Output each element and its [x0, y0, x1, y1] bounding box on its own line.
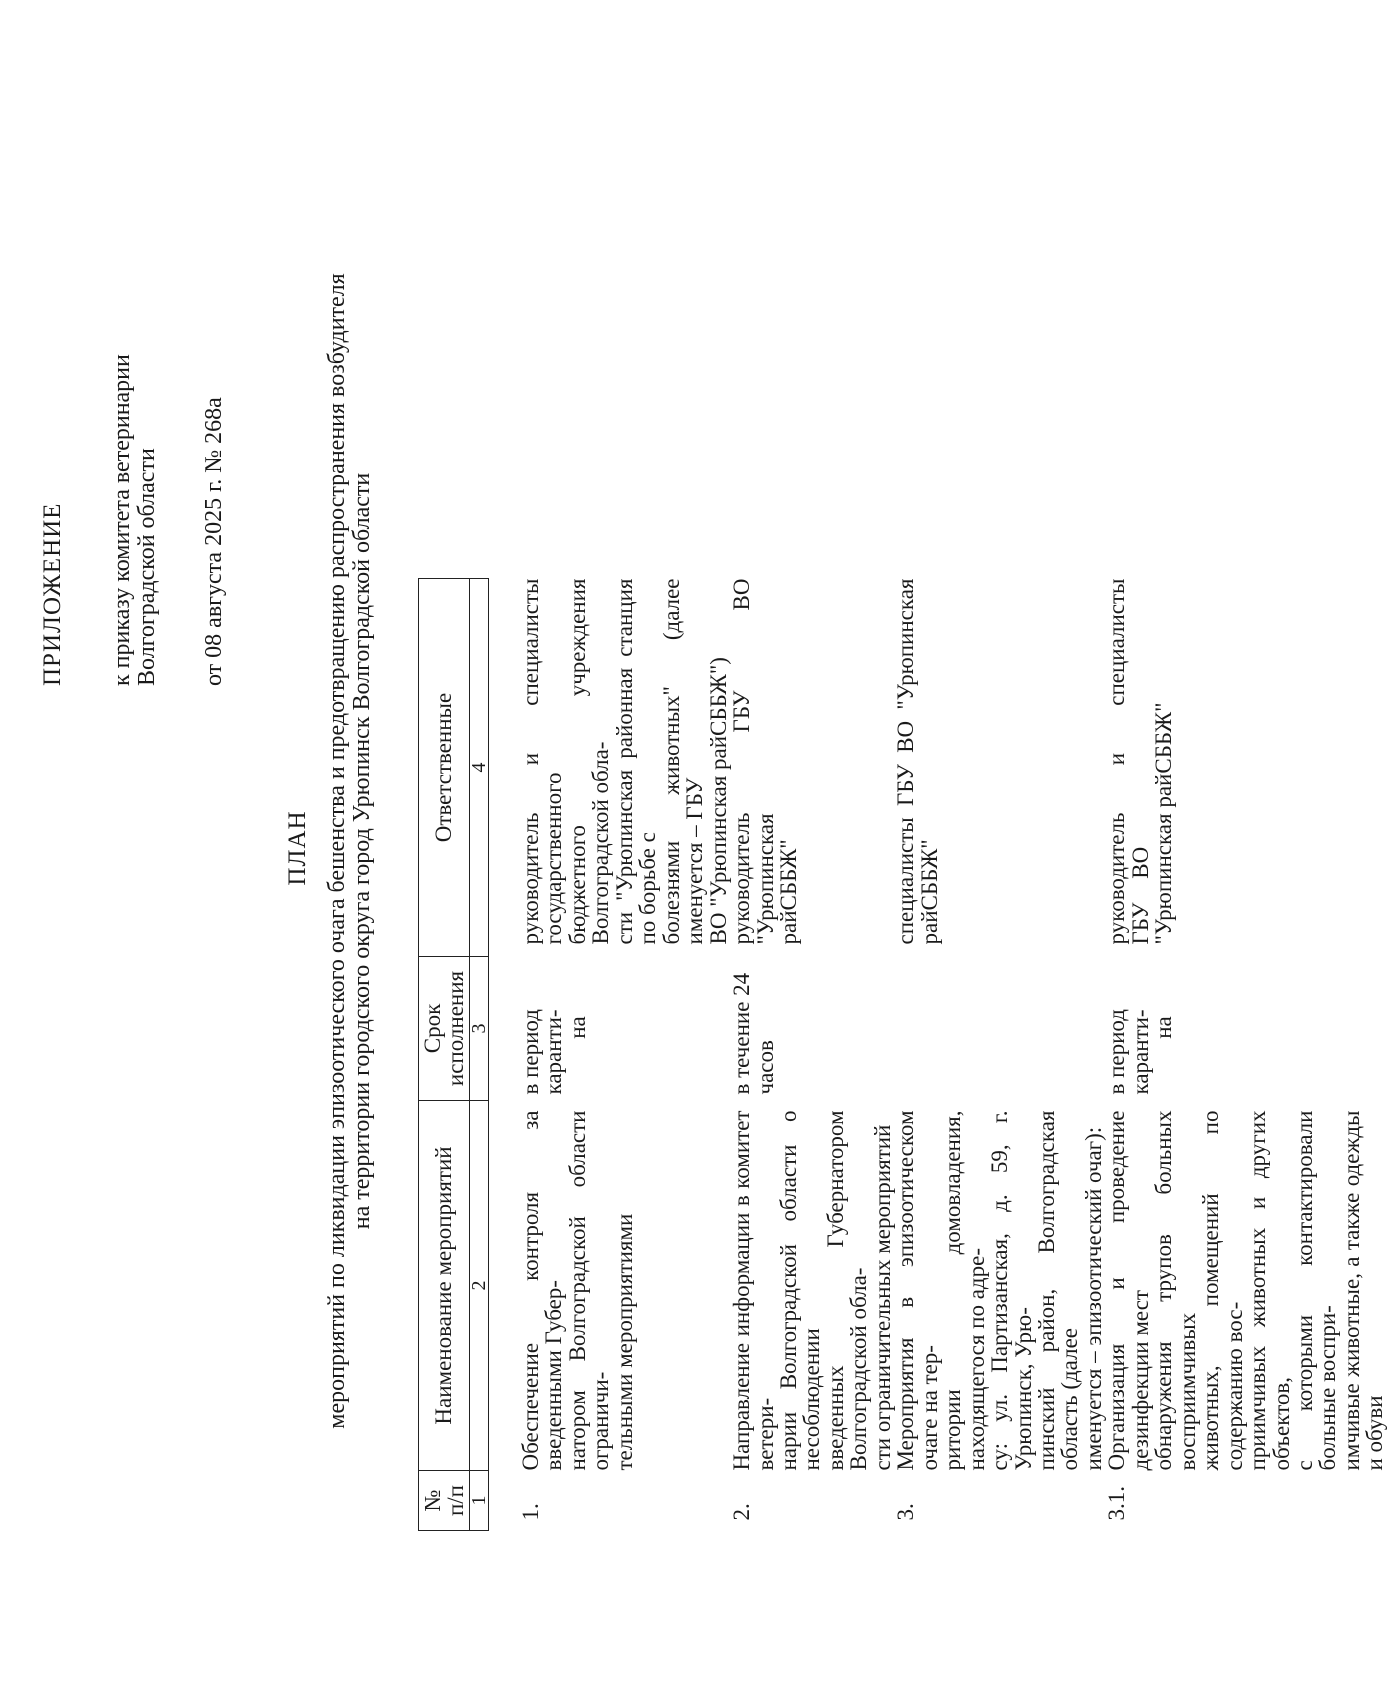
table-row — [894, 579, 1105, 1531]
column-number: 4 — [470, 579, 489, 957]
row-number: 1. — [518, 1503, 543, 1521]
column-number: 3 — [470, 957, 489, 1101]
table-header-row — [419, 579, 470, 1531]
appendix-order-reference — [110, 226, 160, 686]
row-deadline — [894, 957, 1105, 1101]
plan-table — [418, 578, 1387, 1531]
row-deadline: в период каранти- на — [1104, 1009, 1177, 1095]
column-number: 2 — [470, 1101, 489, 1471]
header-deadline: Срок исполнения — [419, 957, 470, 1101]
column-number-row — [470, 579, 489, 1531]
row-number: 3.1. — [1104, 1486, 1130, 1521]
row-responsible: руководитель ГБУ ВО "Урюпинская райСББЖ" — [729, 578, 801, 945]
subtitle-line: на территории городского округа город Урюпинск Волгоградской области — [349, 472, 376, 1230]
header-name: Наименование мероприятий — [419, 1101, 470, 1471]
plan-heading: ПЛАН — [284, 810, 311, 886]
row-name: Обеспечение контроля за введенными Губер- натором Волгоградской области ограничи- тельными мероприятиями — [518, 1110, 637, 1471]
appendix-title: ПРИЛОЖЕНИЕ — [39, 502, 66, 686]
table-row — [730, 579, 894, 1531]
row-name: Организация и проведение дезинфекции мест обнаружения трупов больных восприимчивых животных, помещений по содержанию вос- приимчивых животных и других объектов, с которыми контактировали больные воспри- имчивые животные, а также одежды и обуви — [1104, 1110, 1387, 1471]
header-num: № п/п — [419, 1471, 470, 1531]
row-name: Мероприятия в эпизоотическом очаге на тер- ритории домовладения, находящегося по адре- су: ул. Партизанская, д. 59, г. Урюпинск, Урю- пинский район, Волгоградская область (далее именуется – эпизоотический очаг): — [893, 1110, 1106, 1471]
row-deadline: в течение 24 часов — [729, 972, 778, 1095]
header-responsible: Ответственные — [419, 579, 470, 957]
table-row — [489, 579, 731, 1531]
row-responsible: специалисты ГБУ ВО "Урюпинская райСББЖ" — [893, 578, 942, 945]
row-responsible: руководитель и специалисты ГБУ ВО "Урюпинская райСББЖ" — [1104, 578, 1177, 945]
row-number: 2. — [729, 1503, 755, 1521]
order-line: Волгоградской области — [134, 448, 161, 686]
order-line: к приказу комитета ветеринарии — [109, 354, 135, 686]
plan-subtitle — [325, 266, 375, 1436]
subtitle-line: мероприятий по ликвидации эпизоотического очага бешенства и предотвращению распространения возбудителя — [324, 273, 350, 1429]
table-row — [1105, 579, 1386, 1531]
row-responsible: руководитель и специалисты государственного бюджетного учреждения Волгоградской обла- сти "Урюпинская районная станция по борьбе с болезнями животных" (далее именуется – ГБУ ВО "Урюпинская райСББЖ") — [518, 578, 731, 945]
row-number: 3. — [893, 1503, 919, 1521]
column-number: 1 — [470, 1471, 489, 1531]
row-deadline: в период каранти- на — [518, 1009, 590, 1095]
row-name: Направление информации в комитет ветери- нарии Волгоградской области о несоблюдении введенных Губернатором Волгоградской обла- сти ограничительных мероприятий — [729, 1110, 895, 1471]
appendix-date: от 08 августа 2025 г. № 268а — [201, 397, 227, 686]
